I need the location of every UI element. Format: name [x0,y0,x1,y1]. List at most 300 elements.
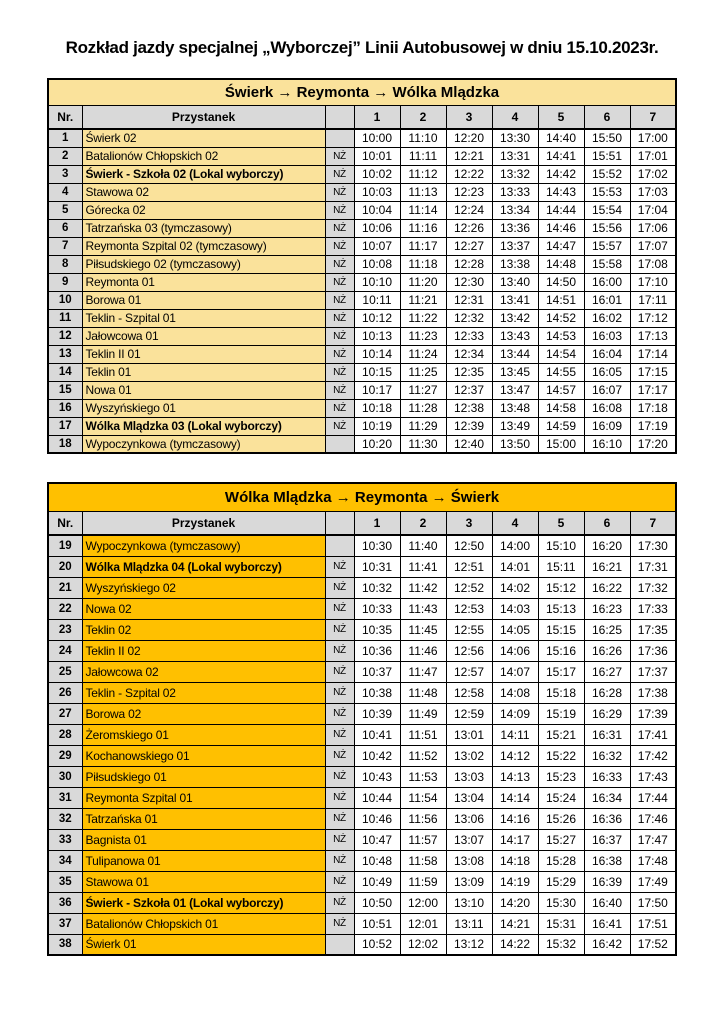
request-stop-flag: NŻ [325,724,354,745]
departure-time: 10:32 [354,577,400,598]
stop-name: Kochanowskiego 01 [82,745,325,766]
row-number: 24 [48,640,82,661]
departure-time: 17:07 [630,237,676,255]
stop-name: Wyszyńskiego 02 [82,577,325,598]
request-stop-flag: NŻ [325,183,354,201]
departure-time: 11:57 [400,829,446,850]
departure-time: 10:02 [354,165,400,183]
departure-time: 14:53 [538,327,584,345]
departure-time: 17:46 [630,808,676,829]
request-stop-flag: NŻ [325,703,354,724]
column-header-row [48,106,676,130]
departure-time: 11:14 [400,201,446,219]
departure-time: 11:30 [400,435,446,453]
request-stop-flag: NŻ [325,913,354,934]
departure-time: 10:08 [354,255,400,273]
table-row [48,435,676,453]
departure-time: 10:42 [354,745,400,766]
stop-name: Nowa 01 [82,381,325,399]
departure-time: 11:48 [400,682,446,703]
stop-name: Tulipanowa 01 [82,850,325,871]
departure-time: 16:41 [584,913,630,934]
departure-time: 16:32 [584,745,630,766]
departure-time: 10:03 [354,183,400,201]
table-row [48,417,676,435]
departure-time: 14:54 [538,345,584,363]
departure-time: 15:13 [538,598,584,619]
departure-time: 10:20 [354,435,400,453]
departure-time: 15:57 [584,237,630,255]
request-stop-flag: NŻ [325,829,354,850]
departure-time: 11:20 [400,273,446,291]
table-row [48,255,676,273]
departure-time: 11:59 [400,871,446,892]
departure-time: 10:36 [354,640,400,661]
table-row [48,808,676,829]
table-row [48,237,676,255]
departure-time: 17:39 [630,703,676,724]
departure-time: 16:07 [584,381,630,399]
departure-time: 10:11 [354,291,400,309]
row-number: 10 [48,291,82,309]
departure-time: 10:07 [354,237,400,255]
row-number: 31 [48,787,82,808]
departure-time: 13:10 [446,892,492,913]
departure-time: 14:12 [492,745,538,766]
table-row [48,787,676,808]
departure-time: 14:14 [492,787,538,808]
stop-name: Świerk 02 [82,129,325,147]
departure-time: 11:54 [400,787,446,808]
departure-time: 14:52 [538,309,584,327]
departure-time: 13:07 [446,829,492,850]
departure-time: 14:55 [538,363,584,381]
departure-time: 16:09 [584,417,630,435]
departure-time: 12:32 [446,309,492,327]
departure-time: 11:28 [400,399,446,417]
request-stop-flag: NŻ [325,273,354,291]
departure-time: 11:29 [400,417,446,435]
col-header-trip-4: 4 [492,512,538,536]
departure-time: 11:24 [400,345,446,363]
table-row [48,183,676,201]
departure-time: 16:10 [584,435,630,453]
row-number: 25 [48,661,82,682]
departure-time: 16:02 [584,309,630,327]
stop-name: Borowa 01 [82,291,325,309]
departure-time: 15:21 [538,724,584,745]
departure-time: 16:42 [584,934,630,955]
departure-time: 10:47 [354,829,400,850]
departure-time: 17:37 [630,661,676,682]
departure-time: 14:21 [492,913,538,934]
departure-time: 13:02 [446,745,492,766]
departure-time: 12:58 [446,682,492,703]
col-header-trip-6: 6 [584,106,630,130]
table-row [48,219,676,237]
departure-time: 14:20 [492,892,538,913]
departure-time: 10:39 [354,703,400,724]
stop-name: Jałowcowa 01 [82,327,325,345]
departure-time: 12:59 [446,703,492,724]
departure-time: 13:34 [492,201,538,219]
departure-time: 14:58 [538,399,584,417]
timetable [47,78,677,454]
departure-time: 15:18 [538,682,584,703]
request-stop-flag: NŻ [325,850,354,871]
departure-time: 14:46 [538,219,584,237]
col-header-trip-3: 3 [446,106,492,130]
departure-time: 11:21 [400,291,446,309]
departure-time: 16:36 [584,808,630,829]
departure-time: 12:22 [446,165,492,183]
col-header-flag [325,106,354,130]
col-header-trip-7: 7 [630,106,676,130]
col-header-trip-2: 2 [400,106,446,130]
stop-name: Górecka 02 [82,201,325,219]
stop-name: Stawowa 02 [82,183,325,201]
table-row [48,850,676,871]
departure-time: 10:31 [354,556,400,577]
departure-time: 14:13 [492,766,538,787]
request-stop-flag: NŻ [325,147,354,165]
departure-time: 14:19 [492,871,538,892]
departure-time: 15:30 [538,892,584,913]
stop-name: Wólka Mlądzka 04 (Lokal wyborczy) [82,556,325,577]
direction-row [48,483,676,512]
request-stop-flag [325,934,354,955]
departure-time: 13:31 [492,147,538,165]
table-head [48,483,676,535]
stop-name: Borowa 02 [82,703,325,724]
timetable [47,482,677,956]
departure-time: 13:03 [446,766,492,787]
stop-name: Reymonta Szpital 01 [82,787,325,808]
departure-time: 12:53 [446,598,492,619]
departure-time: 12:30 [446,273,492,291]
departure-time: 12:39 [446,417,492,435]
departure-time: 17:33 [630,598,676,619]
row-number: 27 [48,703,82,724]
request-stop-flag: NŻ [325,417,354,435]
table-row [48,829,676,850]
departure-time: 17:18 [630,399,676,417]
row-number: 37 [48,913,82,934]
table-row [48,640,676,661]
departure-time: 13:32 [492,165,538,183]
departure-time: 12:23 [446,183,492,201]
departure-time: 17:01 [630,147,676,165]
departure-time: 17:51 [630,913,676,934]
request-stop-flag: NŻ [325,892,354,913]
departure-time: 17:52 [630,934,676,955]
departure-time: 11:56 [400,808,446,829]
departure-time: 16:21 [584,556,630,577]
departure-time: 11:41 [400,556,446,577]
departure-time: 12:35 [446,363,492,381]
departure-time: 17:02 [630,165,676,183]
departure-time: 11:10 [400,129,446,147]
departure-time: 10:48 [354,850,400,871]
request-stop-flag: NŻ [325,661,354,682]
column-header-row [48,512,676,536]
departure-time: 10:49 [354,871,400,892]
departure-time: 14:01 [492,556,538,577]
table-row [48,871,676,892]
departure-time: 10:10 [354,273,400,291]
departure-time: 11:47 [400,661,446,682]
col-header-nr: Nr. [48,106,82,130]
col-header-trip-5: 5 [538,106,584,130]
departure-time: 16:37 [584,829,630,850]
table-head [48,79,676,129]
departure-time: 13:43 [492,327,538,345]
col-header-trip-4: 4 [492,106,538,130]
row-number: 16 [48,399,82,417]
stop-name: Bagnista 01 [82,829,325,850]
table-row [48,535,676,556]
departure-time: 12:28 [446,255,492,273]
row-number: 23 [48,619,82,640]
departure-time: 11:13 [400,183,446,201]
departure-time: 15:19 [538,703,584,724]
table-row [48,577,676,598]
departure-time: 15:56 [584,219,630,237]
departure-time: 15:53 [584,183,630,201]
departure-time: 11:43 [400,598,446,619]
departure-time: 17:43 [630,766,676,787]
row-number: 20 [48,556,82,577]
departure-time: 15:15 [538,619,584,640]
stop-name: Batalionów Chłopskich 01 [82,913,325,934]
departure-time: 14:06 [492,640,538,661]
row-number: 17 [48,417,82,435]
request-stop-flag: NŻ [325,363,354,381]
departure-time: 10:51 [354,913,400,934]
stop-name: Nowa 02 [82,598,325,619]
request-stop-flag: NŻ [325,682,354,703]
request-stop-flag: NŻ [325,766,354,787]
table-row [48,399,676,417]
departure-time: 11:11 [400,147,446,165]
table-row [48,724,676,745]
direction-header: Świerk → Reymonta → Wólka Mlądzka [48,79,676,106]
request-stop-flag: NŻ [325,619,354,640]
departure-time: 12:50 [446,535,492,556]
departure-time: 14:51 [538,291,584,309]
departure-time: 10:43 [354,766,400,787]
departure-time: 17:42 [630,745,676,766]
departure-time: 12:38 [446,399,492,417]
departure-time: 14:47 [538,237,584,255]
departure-time: 16:29 [584,703,630,724]
col-header-flag [325,512,354,536]
departure-time: 13:30 [492,129,538,147]
departure-time: 17:17 [630,381,676,399]
departure-time: 17:35 [630,619,676,640]
departure-time: 11:12 [400,165,446,183]
col-header-trip-3: 3 [446,512,492,536]
departure-time: 13:49 [492,417,538,435]
table-row [48,703,676,724]
table-row [48,682,676,703]
stop-name: Teklin - Szpital 02 [82,682,325,703]
table-row [48,345,676,363]
departure-time: 12:33 [446,327,492,345]
departure-time: 16:39 [584,871,630,892]
departure-time: 14:03 [492,598,538,619]
departure-time: 13:06 [446,808,492,829]
table-row [48,619,676,640]
departure-time: 15:32 [538,934,584,955]
col-header-trip-1: 1 [354,512,400,536]
departure-time: 12:01 [400,913,446,934]
row-number: 35 [48,871,82,892]
stop-name: Świerk 01 [82,934,325,955]
departure-time: 17:11 [630,291,676,309]
departure-time: 14:08 [492,682,538,703]
col-header-trip-6: 6 [584,512,630,536]
table-row [48,201,676,219]
table-row [48,291,676,309]
departure-time: 14:50 [538,273,584,291]
departure-time: 11:25 [400,363,446,381]
col-header-trip-1: 1 [354,106,400,130]
page-title: Rozkład jazdy specjalnej „Wyborczej” Linii Autobusowej w dniu 15.10.2023r. [65,38,659,57]
departure-time: 11:45 [400,619,446,640]
departure-time: 11:16 [400,219,446,237]
departure-time: 17:49 [630,871,676,892]
departure-time: 13:44 [492,345,538,363]
departure-time: 16:33 [584,766,630,787]
departure-time: 13:42 [492,309,538,327]
departure-time: 13:45 [492,363,538,381]
row-number: 21 [48,577,82,598]
departure-time: 12:52 [446,577,492,598]
table-row [48,147,676,165]
departure-time: 11:58 [400,850,446,871]
departure-time: 17:48 [630,850,676,871]
departure-time: 13:11 [446,913,492,934]
departure-time: 11:27 [400,381,446,399]
departure-time: 17:03 [630,183,676,201]
departure-time: 10:41 [354,724,400,745]
departure-time: 16:05 [584,363,630,381]
departure-time: 10:06 [354,219,400,237]
row-number: 19 [48,535,82,556]
stop-name: Teklin 01 [82,363,325,381]
departure-time: 14:09 [492,703,538,724]
table-body [48,129,676,453]
row-number: 32 [48,808,82,829]
departure-time: 14:07 [492,661,538,682]
stop-name: Wypoczynkowa (tymczasowy) [82,535,325,556]
table-body [48,535,676,955]
departure-time: 13:48 [492,399,538,417]
departure-time: 11:22 [400,309,446,327]
row-number: 2 [48,147,82,165]
departure-time: 13:08 [446,850,492,871]
departure-time: 12:34 [446,345,492,363]
departure-time: 17:19 [630,417,676,435]
departure-time: 16:27 [584,661,630,682]
row-number: 6 [48,219,82,237]
departure-time: 13:36 [492,219,538,237]
departure-time: 14:44 [538,201,584,219]
request-stop-flag: NŻ [325,381,354,399]
request-stop-flag: NŻ [325,255,354,273]
table-row [48,598,676,619]
stop-name: Świerk - Szkoła 01 (Lokal wyborczy) [82,892,325,913]
request-stop-flag: NŻ [325,165,354,183]
table-wolka-to-swierk [47,482,677,956]
stop-name: Teklin 02 [82,619,325,640]
departure-time: 11:42 [400,577,446,598]
departure-time: 15:54 [584,201,630,219]
request-stop-flag: NŻ [325,309,354,327]
row-number: 14 [48,363,82,381]
departure-time: 10:01 [354,147,400,165]
departure-time: 10:19 [354,417,400,435]
table-row [48,661,676,682]
row-number: 22 [48,598,82,619]
request-stop-flag: NŻ [325,745,354,766]
departure-time: 17:41 [630,724,676,745]
table-row [48,745,676,766]
stop-name: Piłsudskiego 01 [82,766,325,787]
row-number: 15 [48,381,82,399]
departure-time: 15:22 [538,745,584,766]
departure-time: 12:57 [446,661,492,682]
departure-time: 17:31 [630,556,676,577]
departure-time: 17:10 [630,273,676,291]
stop-name: Teklin II 01 [82,345,325,363]
departure-time: 11:17 [400,237,446,255]
departure-time: 14:48 [538,255,584,273]
table-row [48,913,676,934]
col-header-trip-2: 2 [400,512,446,536]
departure-time: 17:00 [630,129,676,147]
departure-time: 11:40 [400,535,446,556]
departure-time: 12:02 [400,934,446,955]
row-number: 18 [48,435,82,453]
departure-time: 10:46 [354,808,400,829]
stop-name: Teklin II 02 [82,640,325,661]
request-stop-flag [325,435,354,453]
departure-time: 16:04 [584,345,630,363]
departure-time: 13:47 [492,381,538,399]
departure-time: 16:03 [584,327,630,345]
request-stop-flag: NŻ [325,598,354,619]
request-stop-flag [325,535,354,556]
departure-time: 17:44 [630,787,676,808]
row-number: 26 [48,682,82,703]
row-number: 13 [48,345,82,363]
table-row [48,273,676,291]
stop-name: Wólka Mlądzka 03 (Lokal wyborczy) [82,417,325,435]
stop-name: Jałowcowa 02 [82,661,325,682]
departure-time: 10:37 [354,661,400,682]
request-stop-flag [325,129,354,147]
departure-time: 13:04 [446,787,492,808]
departure-time: 15:24 [538,787,584,808]
departure-time: 16:28 [584,682,630,703]
row-number: 7 [48,237,82,255]
departure-time: 14:40 [538,129,584,147]
departure-time: 15:00 [538,435,584,453]
row-number: 38 [48,934,82,955]
row-number: 11 [48,309,82,327]
